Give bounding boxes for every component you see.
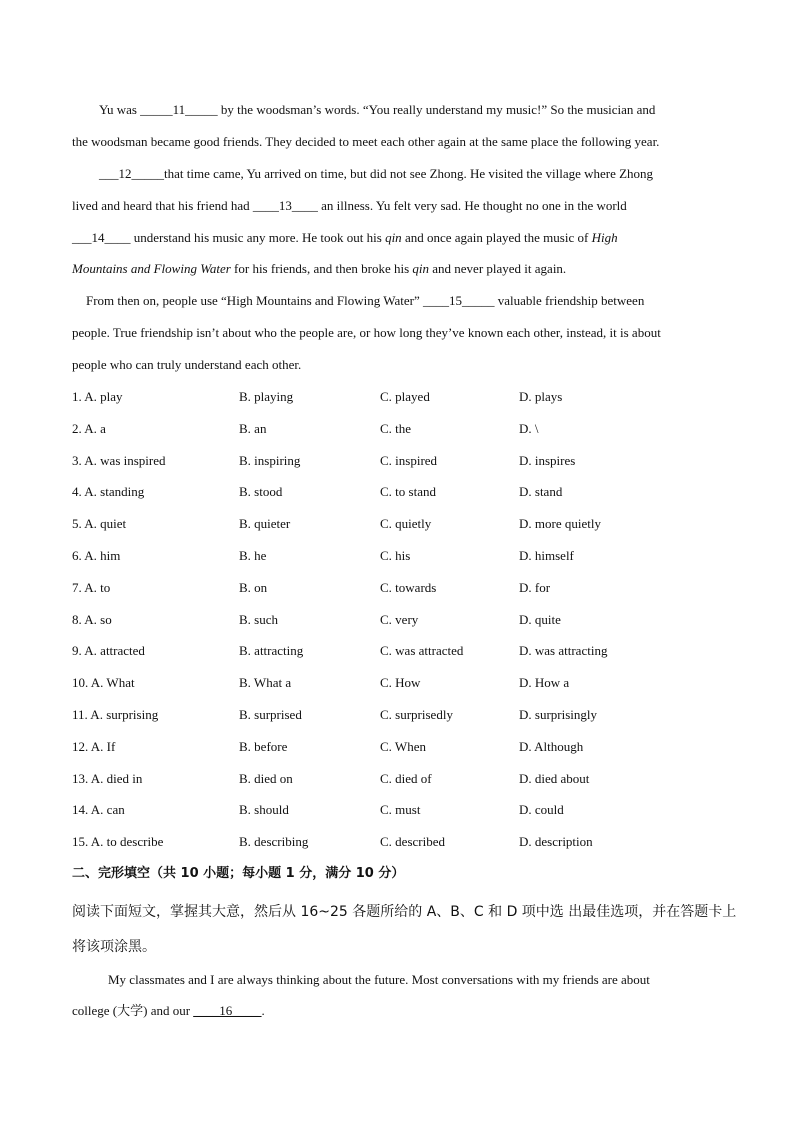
option-b: B. describing — [239, 834, 309, 850]
option-d: D. for — [519, 579, 551, 595]
option-a: 14. A. can — [72, 802, 125, 818]
option-c: C. surprisedly — [380, 706, 453, 722]
option-b: B. died on — [239, 770, 293, 786]
option-d: D. Although — [519, 738, 584, 754]
option-row-1 — [72, 387, 722, 419]
passage-line-9: people who can truly understand each other. — [72, 357, 302, 372]
passage-line-8: people. True friendship isn’t about who the people are, or how long they’ve known each other, instead, it is about — [72, 325, 661, 340]
option-row-13 — [72, 769, 722, 801]
option-row-3 — [72, 451, 722, 483]
option-b: B. should — [239, 802, 289, 818]
section-2-text-line-2-post: . — [261, 1003, 265, 1018]
option-row-7 — [72, 578, 722, 610]
option-c: C. inspired — [380, 452, 438, 468]
option-c: C. When — [380, 738, 426, 754]
option-b: B. quieter — [239, 516, 291, 532]
passage-line-1: Yu was _____11_____ by the woodsman’s words. “You really understand my music!” So the musician and — [99, 102, 656, 117]
option-b: B. surprised — [239, 706, 302, 722]
option-row-10 — [72, 673, 722, 705]
option-c: C. to stand — [380, 484, 436, 500]
option-c: C. was attracted — [380, 643, 464, 659]
option-a: 10. A. What — [72, 675, 135, 691]
option-b: B. What a — [239, 675, 292, 691]
option-b: B. playing — [239, 389, 294, 404]
option-a: 1. A. play — [72, 389, 123, 404]
option-d: D. \ — [519, 420, 539, 436]
option-d: D. was attracting — [519, 643, 608, 659]
options-list — [72, 387, 722, 864]
option-c: C. described — [380, 834, 445, 850]
option-d: D. plays — [519, 389, 563, 404]
passage-line-6-post: and never played it again. — [429, 261, 567, 276]
option-d: D. quite — [519, 611, 561, 627]
option-c: C. played — [380, 389, 430, 404]
option-row-14 — [72, 800, 722, 832]
blank-16: ____16____ — [193, 1003, 262, 1018]
option-d: D. surprisingly — [519, 706, 597, 722]
passage-line-7: From then on, people use “High Mountains and Flowing Water” ____15_____ valuable friendship between — [86, 293, 645, 308]
qin-word: qin — [385, 230, 402, 245]
passage-line-6-mid: for his friends, and then broke his — [230, 261, 413, 276]
option-a: 6. A. him — [72, 547, 121, 563]
passage-line-5-pre: ___14____ understand his music any more. He took out his — [72, 230, 386, 245]
option-b: B. inspiring — [239, 452, 301, 468]
option-a: 5. A. quiet — [72, 516, 127, 532]
option-a: 7. A. to — [72, 579, 111, 595]
option-c: C. very — [380, 611, 419, 627]
option-b: B. such — [239, 611, 278, 627]
section-2-text-line-1: My classmates and I are always thinking about the future. Most conversations with my friends are about — [108, 972, 650, 987]
option-a: 11. A. surprising — [72, 706, 159, 722]
option-d: D. could — [519, 802, 564, 818]
option-row-2 — [72, 419, 722, 451]
option-a: 4. A. standing — [72, 484, 145, 500]
passage-line-3: ___12_____that time came, Yu arrived on time, but did not see Zhong. He visited the village where Zhong — [99, 166, 654, 181]
passage-line-4: lived and heard that his friend had ____13____ an illness. Yu felt very sad. He thought no one in the world — [72, 198, 627, 213]
section-2-title: 二、完形填空（共 10 小题；每小题 1 分，满分 10 分） — [72, 866, 405, 881]
option-b: B. an — [239, 420, 267, 436]
option-a: 2. A. a — [72, 420, 106, 436]
song-title-start: High — [591, 230, 618, 245]
passage-line-6 — [72, 260, 566, 278]
option-c: C. died of — [380, 770, 432, 786]
option-row-9 — [72, 641, 722, 673]
passage-line-5-mid: and once again played the music of — [401, 230, 592, 245]
option-a: 9. A. attracted — [72, 643, 145, 659]
option-b: B. attracting — [239, 643, 304, 659]
option-b: B. he — [239, 547, 267, 563]
section-2-instruction-2: 将该项涂黑。 — [72, 939, 156, 955]
option-d: D. description — [519, 834, 593, 850]
option-c: C. the — [380, 420, 412, 436]
option-row-11 — [72, 705, 722, 737]
option-d: D. How a — [519, 675, 570, 691]
option-d: D. more quietly — [519, 516, 601, 532]
section-2-text-line-2-pre: college (大学) and our — [72, 1003, 194, 1018]
option-a: 15. A. to describe — [72, 834, 164, 850]
section-2-text-line-2 — [72, 1002, 265, 1020]
passage-line-2: the woodsman became good friends. They decided to meet each other again at the same place the following year. — [72, 134, 660, 149]
option-row-5 — [72, 514, 722, 546]
option-a: 3. A. was inspired — [72, 452, 166, 468]
section-2-instruction-1: 阅读下面短文，掌握其大意，然后从 16~25 各题所给的 A、B、C 和 D 项中选 出最佳选项，并在答题卡上 — [72, 904, 737, 920]
option-a: 12. A. If — [72, 738, 116, 754]
option-b: B. before — [239, 738, 288, 754]
option-c: C. towards — [380, 579, 437, 595]
option-c: C. his — [380, 547, 411, 563]
option-d: D. stand — [519, 484, 563, 500]
option-b: B. stood — [239, 484, 283, 500]
option-c: C. must — [380, 802, 421, 818]
option-row-8 — [72, 610, 722, 642]
qin-word-2: qin — [412, 261, 430, 276]
option-a: 13. A. died in — [72, 770, 143, 786]
option-row-4 — [72, 482, 722, 514]
option-row-12 — [72, 737, 722, 769]
option-row-6 — [72, 546, 722, 578]
option-d: D. inspires — [519, 452, 576, 468]
option-d: D. himself — [519, 547, 574, 563]
option-b: B. on — [239, 579, 268, 595]
option-row-15 — [72, 832, 722, 864]
option-c: C. How — [380, 675, 421, 691]
option-d: D. died about — [519, 770, 590, 786]
passage-line-5 — [72, 229, 618, 247]
option-a: 8. A. so — [72, 611, 112, 627]
song-title-end: Mountains and Flowing Water — [72, 261, 231, 276]
option-c: C. quietly — [380, 516, 432, 532]
